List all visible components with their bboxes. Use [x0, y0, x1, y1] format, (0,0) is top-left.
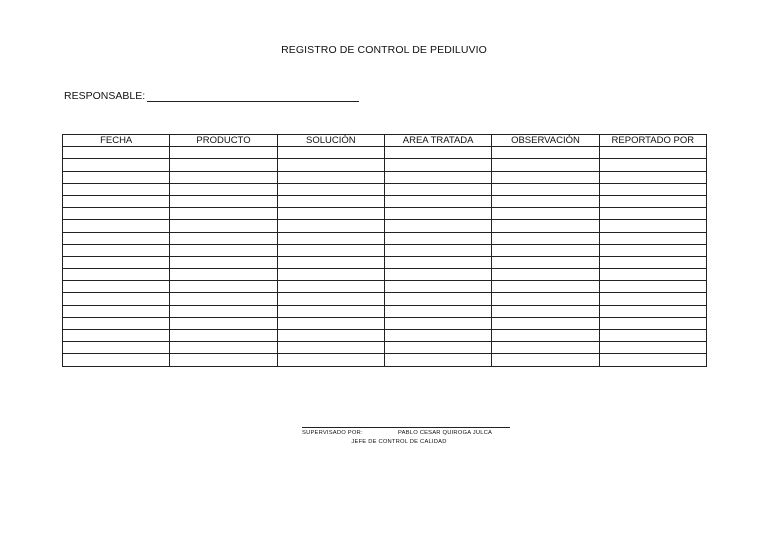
table-cell	[170, 159, 277, 171]
table-cell	[63, 195, 170, 207]
responsable-field	[64, 90, 359, 102]
table-cell	[492, 342, 599, 354]
table-cell	[492, 330, 599, 342]
table-cell	[384, 256, 491, 268]
table-cell	[384, 195, 491, 207]
table-cell	[384, 159, 491, 171]
table-cell	[63, 171, 170, 183]
table-cell	[384, 305, 491, 317]
table-cell	[599, 171, 706, 183]
table-cell	[599, 317, 706, 329]
table-cell	[492, 305, 599, 317]
table-cell	[492, 256, 599, 268]
supervised-by-label: SUPERVISADO POR:	[302, 430, 363, 436]
table-cell	[170, 342, 277, 354]
table-row	[63, 208, 707, 220]
table-cell	[170, 354, 277, 366]
table-cell	[63, 244, 170, 256]
table-cell	[170, 208, 277, 220]
table-cell	[384, 342, 491, 354]
table-cell	[277, 293, 384, 305]
table-cell	[599, 147, 706, 159]
table-cell	[384, 183, 491, 195]
column-header-producto: PRODUCTO	[170, 135, 277, 147]
table-cell	[492, 354, 599, 366]
table-cell	[492, 183, 599, 195]
table-body	[63, 147, 707, 366]
table-cell	[384, 330, 491, 342]
table-cell	[63, 293, 170, 305]
table-cell	[63, 317, 170, 329]
column-header-observacion: OBSERVACIÓN	[492, 135, 599, 147]
table-row	[63, 281, 707, 293]
table-cell	[170, 220, 277, 232]
table-cell	[599, 159, 706, 171]
table-cell	[492, 220, 599, 232]
table-cell	[63, 208, 170, 220]
table-row	[63, 354, 707, 366]
table-row	[63, 256, 707, 268]
table-cell	[492, 232, 599, 244]
table-cell	[63, 147, 170, 159]
supervisor-role: JEFE DE CONTROL DE CALIDAD	[351, 439, 447, 445]
table-cell	[599, 183, 706, 195]
table-cell	[599, 244, 706, 256]
column-header-solucion: SOLUCIÓN	[277, 135, 384, 147]
table-cell	[492, 147, 599, 159]
table-row	[63, 342, 707, 354]
table-cell	[170, 293, 277, 305]
table-cell	[277, 256, 384, 268]
table-cell	[170, 195, 277, 207]
table-cell	[63, 220, 170, 232]
table-cell	[492, 281, 599, 293]
table-cell	[384, 354, 491, 366]
table-cell	[170, 281, 277, 293]
table-cell	[277, 354, 384, 366]
table-cell	[277, 159, 384, 171]
control-table	[62, 134, 707, 367]
signature-block	[302, 427, 510, 445]
table-row	[63, 220, 707, 232]
table-cell	[63, 159, 170, 171]
column-header-fecha: FECHA	[63, 135, 170, 147]
table-cell	[277, 244, 384, 256]
table-cell	[599, 269, 706, 281]
table-cell	[277, 208, 384, 220]
supervisor-name: PABLO CESAR QUIROGA JULCA	[398, 430, 493, 436]
table-cell	[599, 281, 706, 293]
table-cell	[599, 208, 706, 220]
table-cell	[170, 256, 277, 268]
table-row	[63, 269, 707, 281]
table-cell	[170, 305, 277, 317]
table-cell	[384, 171, 491, 183]
table-cell	[63, 354, 170, 366]
table-cell	[492, 317, 599, 329]
table-cell	[170, 317, 277, 329]
table-row	[63, 293, 707, 305]
table-row	[63, 305, 707, 317]
table-cell	[384, 220, 491, 232]
table-row	[63, 159, 707, 171]
table-cell	[170, 171, 277, 183]
table-cell	[277, 195, 384, 207]
table-cell	[277, 171, 384, 183]
table-cell	[384, 269, 491, 281]
table-cell	[384, 293, 491, 305]
responsable-blank-line	[147, 92, 359, 102]
table-cell	[277, 281, 384, 293]
table-cell	[63, 183, 170, 195]
table-cell	[599, 354, 706, 366]
table-row	[63, 195, 707, 207]
table-row	[63, 183, 707, 195]
column-header-area-tratada: AREA TRATADA	[384, 135, 491, 147]
table-row	[63, 317, 707, 329]
table-cell	[277, 232, 384, 244]
table-cell	[492, 208, 599, 220]
table-cell	[277, 220, 384, 232]
table-cell	[277, 342, 384, 354]
table-row	[63, 147, 707, 159]
table-cell	[277, 147, 384, 159]
table-cell	[277, 269, 384, 281]
table-cell	[599, 342, 706, 354]
table-cell	[492, 195, 599, 207]
table-cell	[63, 281, 170, 293]
table-cell	[170, 330, 277, 342]
table-cell	[599, 232, 706, 244]
table-row	[63, 171, 707, 183]
table-cell	[492, 293, 599, 305]
column-header-reportado-por: REPORTADO POR	[599, 135, 706, 147]
table-cell	[63, 342, 170, 354]
table-header-row	[63, 135, 707, 147]
table-cell	[63, 232, 170, 244]
table-cell	[170, 269, 277, 281]
table-cell	[63, 330, 170, 342]
table-cell	[492, 159, 599, 171]
table-cell	[170, 244, 277, 256]
table-cell	[277, 183, 384, 195]
table-cell	[63, 256, 170, 268]
table-cell	[277, 305, 384, 317]
table-cell	[384, 317, 491, 329]
table-cell	[599, 195, 706, 207]
table-cell	[170, 232, 277, 244]
table-cell	[599, 330, 706, 342]
table-cell	[384, 147, 491, 159]
table-cell	[599, 256, 706, 268]
table-row	[63, 330, 707, 342]
table-row	[63, 244, 707, 256]
table-cell	[384, 208, 491, 220]
table-cell	[492, 269, 599, 281]
responsable-label: RESPONSABLE:	[64, 90, 146, 102]
table-row	[63, 232, 707, 244]
page-title: REGISTRO DE CONTROL DE PEDILUVIO	[281, 44, 487, 56]
table-cell	[170, 183, 277, 195]
table-cell	[384, 232, 491, 244]
table-cell	[492, 244, 599, 256]
table-cell	[384, 244, 491, 256]
table-cell	[63, 269, 170, 281]
table-cell	[599, 293, 706, 305]
table-cell	[492, 171, 599, 183]
table-cell	[384, 281, 491, 293]
table-cell	[170, 147, 277, 159]
table-cell	[599, 220, 706, 232]
table-cell	[277, 330, 384, 342]
table-cell	[63, 305, 170, 317]
table-cell	[277, 317, 384, 329]
table-cell	[599, 305, 706, 317]
